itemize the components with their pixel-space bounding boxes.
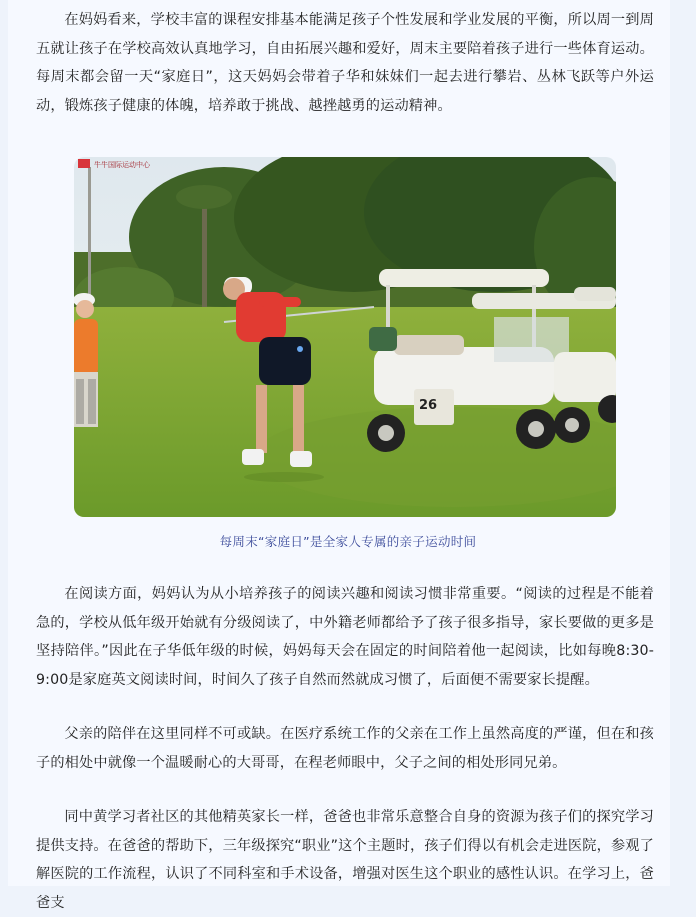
paragraph-community: 同中黄学习者社区的其他精英家长一样，爸爸也非常乐意整合自身的资源为孩子们的探究学习提供支持。在爸爸的帮助下，三年级探究“职业”这个主题时，孩子们得以有机会走进医院，参观了解医院的工作流程，认识了不同科室和手术设备，增强对医生这个职业的感性认识。在学习上，爸爸支	[36, 809, 654, 911]
paragraph-weekend: 在妈妈看来，学校丰富的课程安排基本能满足孩子个性发展和学业发展的平衡，所以周一到周五就让孩子在学校高效认真地学习，自由拓展兴趣和爱好，周末主要陪着孩子进行一些体育运动。每周末都会留一天“家庭日”，这天妈妈会带着子华和妹妹们一起去进行攀岩、丛林飞跃等户外运动，锻炼孩子健康的体魄，培养敢于挑战、越挫越勇的运动精神。	[36, 12, 654, 114]
article-page	[8, 0, 670, 911]
watermark-text: 牛牛国际运动中心	[94, 161, 150, 169]
photo-caption: 每周末“家庭日”是全家人专属的亲子运动时间	[219, 534, 477, 549]
paragraph-reading: 在阅读方面，妈妈认为从小培养孩子的阅读兴趣和阅读习惯非常重要。“阅读的过程是不能着急的，学校从低年级开始就有分级阅读了，中外籍老师都给予了孩子很多指导，家长要做的更多是坚持陪伴。”因此在子华低年级的时候，妈妈每天会在固定的时间陪着他一起阅读，比如每晚8:30-9:00是家庭英文阅读时间，时间久了孩子自然而然就成习惯了，后面便不需要家长提醒。	[36, 586, 654, 688]
watermark-logo	[78, 159, 90, 168]
paragraph-father: 父亲的陪伴在这里同样不可或缺。在医疗系统工作的父亲在工作上虽然高度的严谨，但在和孩子的相处中就像一个温暖耐心的大哥哥，在程老师眼中，父子之间的相处形同兄弟。	[36, 726, 654, 771]
cart-number: 26	[419, 398, 438, 413]
article-photo-golf	[74, 157, 616, 517]
